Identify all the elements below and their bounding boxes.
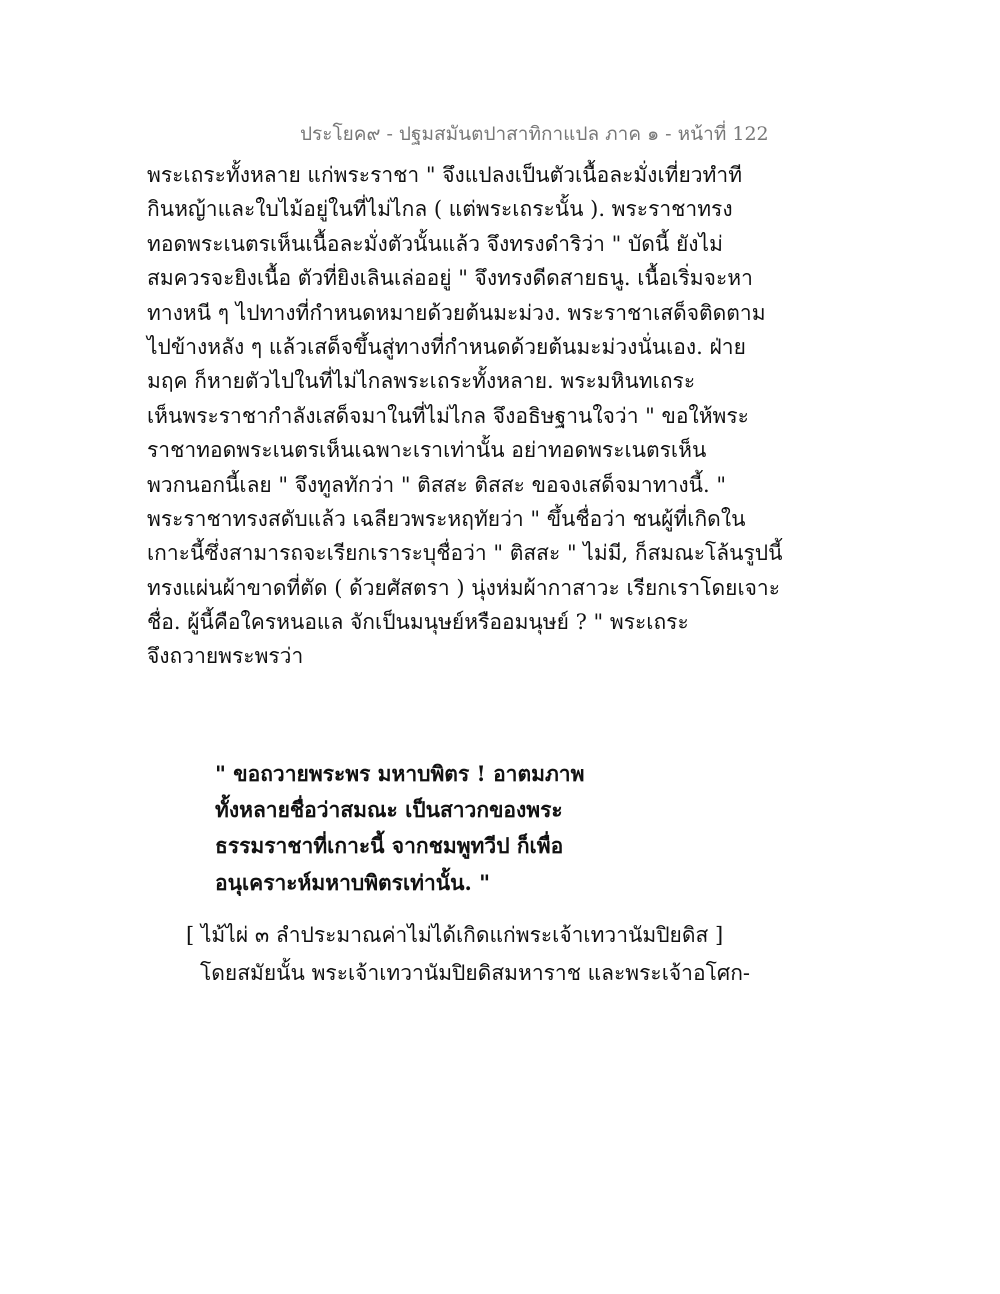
body-line: พระเถระทั้งหลาย แก่พระราชา " จึงแปลงเป็นตัวเนื้อละมั่งเที่ยวทำที: [147, 163, 743, 187]
body-line: ทรงแผ่นผ้าขาดที่ตัด ( ด้วยศัสตรา ) นุ่งห่มผ้ากาสาวะ เรียกเราโดยเจาะ: [147, 575, 781, 600]
quote-line: ธรรมราชาที่เกาะนี้ จากชมพูทวีป ก็เพื่อ: [215, 833, 564, 859]
body-line: ชื่อ. ผู้นี้คือใครหนอแล จักเป็นมนุษย์หรืออมนุษย์ ? " พระเถระ: [147, 610, 689, 635]
body-line: กินหญ้าและใบไม้อยู่ในที่ไม่ไกล ( แต่พระเถระนั้น ). พระราชาทรง: [147, 197, 733, 222]
body-line: เห็นพระราชากำลังเสด็จมาในที่ไม่ไกล จึงอธิษฐานใจว่า " ขอให้พระ: [147, 403, 749, 428]
body-line-continued: โดยสมัยนั้น พระเจ้าเทวานัมปิยดิสมหาราช และพระเจ้าอโศก-: [200, 961, 751, 985]
body-paragraph: [147, 158, 783, 674]
body-line: พวกนอกนี้เลย " จึงทูลทักว่า " ติสสะ ติสสะ ขอจงเสด็จมาทางนี้. ": [147, 472, 726, 497]
quote-line: " ขอถวายพระพร มหาบพิตร ! อาตมภาพ: [215, 761, 585, 786]
body-line: สมควรจะยิงเนื้อ ตัวที่ยิงเลินเล่ออยู่ " จึงทรงดีดสายธนู. เนื้อเริ่มจะหา: [147, 266, 753, 291]
section-heading-note: [ ไม้ไผ่ ๓ ลำประมาณค่าไม่ได้เกิดแก่พระเจ้าเทวานัมปิยดิส ]: [186, 923, 724, 947]
body-line: เกาะนี้ซึ่งสามารถจะเรียกเราระบุชื่อว่า " ติสสะ " ไม่มี, ก็สมณะโล้นรูปนี้: [147, 541, 783, 566]
quote-line: ทั้งหลายชื่อว่าสมณะ เป็นสาวกของพระ: [215, 797, 563, 823]
quote-line: อนุเคราะห์มหาบพิตรเท่านั้น. ": [215, 869, 491, 895]
body-line: จึงถวายพระพรว่า: [147, 644, 304, 669]
body-line: พระราชาทรงสดับแล้ว เฉลียวพระหฤทัยว่า " ขึ้นชื่อว่า ชนผู้ที่เกิดใน: [147, 506, 746, 531]
body-line: ทอดพระเนตรเห็นเนื้อละมั่งตัวนั้นแล้ว จึงทรงดำริว่า " บัดนี้ ยังไม่: [147, 231, 723, 256]
body-line: ทางหนี ๆ ไปทางที่กำหนดหมายด้วยต้นมะม่วง. พระราชาเสด็จติดตาม: [147, 300, 766, 325]
block-quote: [215, 756, 635, 901]
body-line: ไปข้างหลัง ๆ แล้วเสด็จขึ้นสู่ทางที่กำหนดด้วยต้นมะม่วงนั่นเอง. ฝ่าย: [147, 334, 746, 359]
running-header: ประโยค๙ - ปฐมสมันตปาสาทิกาแปล ภาค ๑ - หน้าที่ 122: [300, 123, 769, 145]
body-line: ราชาทอดพระเนตรเห็นเฉพาะเราเท่านั้น อย่าทอดพระเนตรเห็น: [147, 438, 707, 463]
body-line: มฤค ก็หายตัวไปในที่ไม่ไกลพระเถระทั้งหลาย. พระมหินทเถระ: [147, 369, 696, 394]
